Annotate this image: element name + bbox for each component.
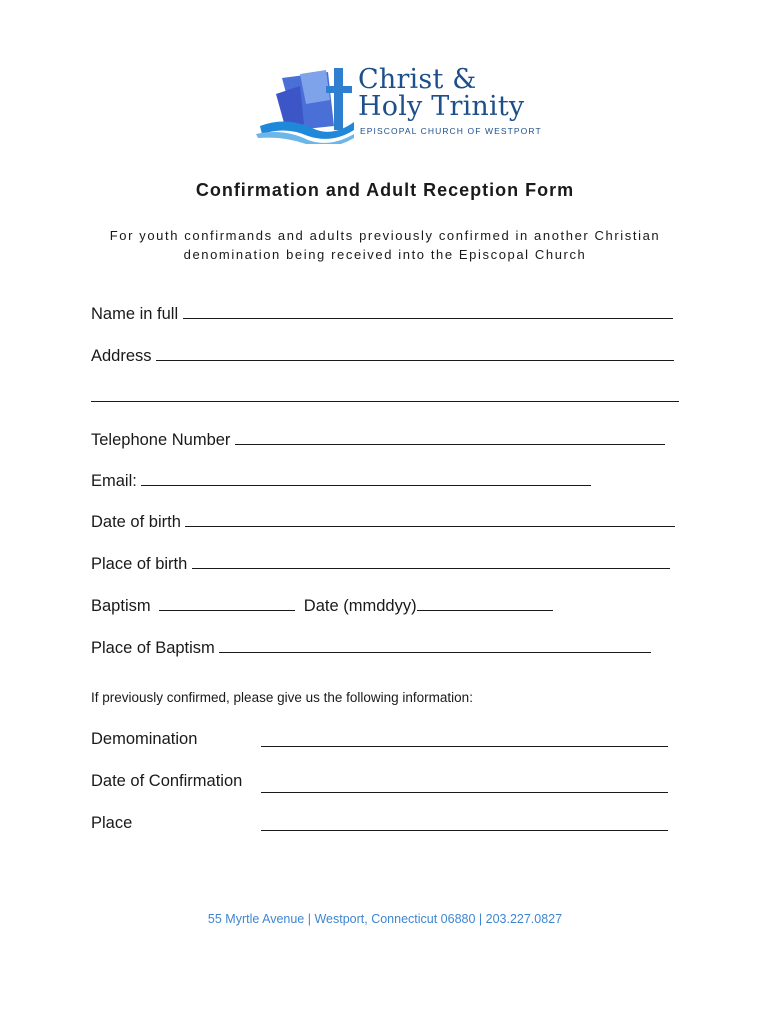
logo-title-line1: Christ & xyxy=(358,64,477,95)
telephone-field xyxy=(91,428,665,450)
confirmation-date-label: Date of Confirmation xyxy=(91,772,243,790)
name-field xyxy=(91,302,673,324)
denomination-input-line[interactable] xyxy=(261,745,668,747)
pob-label: Place of birth xyxy=(91,555,188,573)
logo-subtitle: EPISCOPAL CHURCH OF WESTPORT xyxy=(360,126,542,136)
baptism-date-input-line[interactable] xyxy=(417,594,553,611)
place-of-baptism-field xyxy=(91,636,651,658)
form-subtitle: For youth confirmands and adults previously confirmed in another Christian denomination being received into the Episcopal Church xyxy=(109,228,661,262)
pob-field xyxy=(91,552,670,574)
address-input-line[interactable] xyxy=(156,344,674,361)
baptism-date-label: Date (mmddyy) xyxy=(303,597,417,615)
place-of-baptism-input-line[interactable] xyxy=(219,636,651,653)
baptism-input-line[interactable] xyxy=(159,594,295,611)
place-of-baptism-label: Place of Baptism xyxy=(91,639,215,657)
form-title: Confirmation and Adult Reception Form xyxy=(195,180,575,200)
confirmation-place-input-line[interactable] xyxy=(261,829,668,831)
logo-title-line2: Holy Trinity xyxy=(358,91,525,122)
footer-contact: 55 Myrtle Avenue | Westport, Connecticut 06880 | 203.227.0827 xyxy=(207,912,563,926)
pob-input-line[interactable] xyxy=(192,552,670,569)
telephone-label: Telephone Number xyxy=(91,431,231,449)
dob-label: Date of birth xyxy=(91,513,181,531)
denomination-label: Demomination xyxy=(91,730,198,748)
telephone-input-line[interactable] xyxy=(235,428,665,445)
cross-waves-logo-icon xyxy=(256,64,356,144)
name-input-line[interactable] xyxy=(183,302,673,319)
name-label: Name in full xyxy=(91,305,179,323)
email-field xyxy=(91,469,591,491)
church-logo xyxy=(256,64,542,144)
previous-confirmation-note: If previously confirmed, please give us the following information: xyxy=(91,690,473,705)
confirmation-date-input-line[interactable] xyxy=(261,791,668,793)
confirmation-place-label: Place xyxy=(91,814,133,832)
dob-field xyxy=(91,510,675,532)
baptism-field xyxy=(91,594,553,616)
address-second-line[interactable] xyxy=(91,400,679,402)
email-label: Email: xyxy=(91,472,137,490)
address-field xyxy=(91,344,674,366)
dob-input-line[interactable] xyxy=(185,510,675,527)
baptism-label: Baptism xyxy=(91,597,151,615)
address-label: Address xyxy=(91,347,152,365)
email-input-line[interactable] xyxy=(141,469,591,486)
